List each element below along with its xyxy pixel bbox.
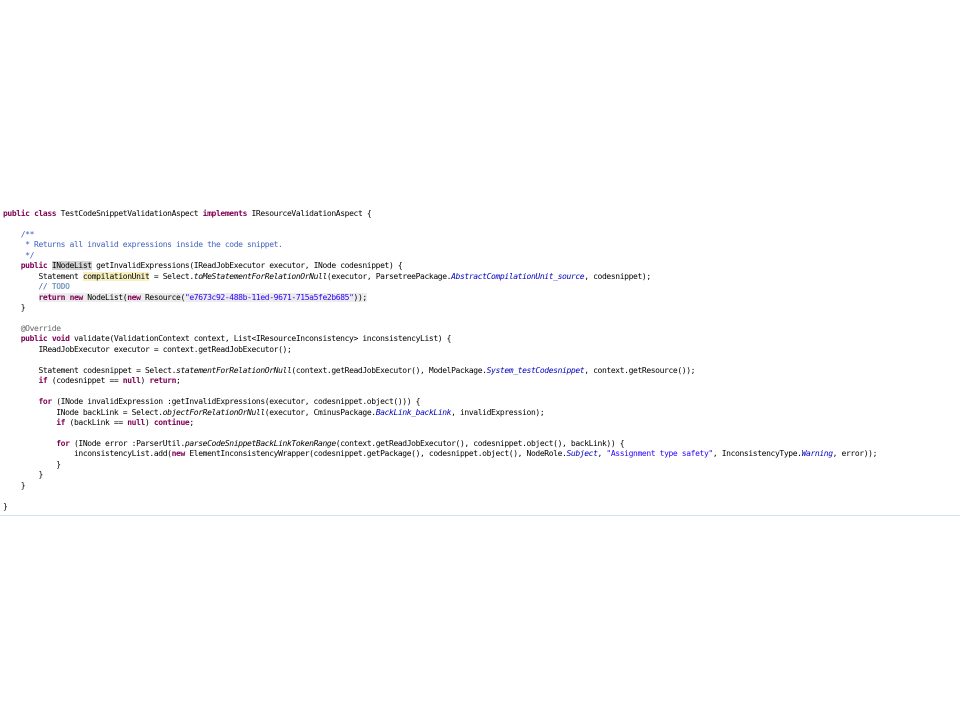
code-line-content xyxy=(56,439,624,448)
code-line xyxy=(3,240,283,250)
code-token: getInvalidExpressions(IReadJobExecutor executor, INode codesnippet) { xyxy=(91,261,403,271)
indent xyxy=(3,397,39,406)
indent xyxy=(3,376,39,385)
code-line-content xyxy=(21,481,25,490)
code-line-content xyxy=(21,303,25,312)
code-token: } xyxy=(20,480,26,490)
code-token: IReadJobExecutor executor = context.getReadJobExecutor(); xyxy=(38,344,292,354)
code-editor[interactable] xyxy=(0,207,960,516)
code-line-content xyxy=(21,261,403,270)
code-line-content xyxy=(74,449,877,458)
code-line xyxy=(3,449,877,459)
code-token: , xyxy=(597,449,607,459)
code-line xyxy=(3,209,371,219)
code-line xyxy=(3,261,402,271)
code-line xyxy=(3,345,291,355)
code-line xyxy=(3,251,34,261)
code-line xyxy=(3,502,7,512)
indent xyxy=(3,408,56,417)
code-token: INode backLink = Select. xyxy=(56,407,163,417)
code-token: class xyxy=(34,209,57,218)
indent xyxy=(3,251,21,260)
code-line-content xyxy=(3,502,7,511)
code-token: IResourceValidationAspect { xyxy=(247,209,372,218)
code-token: , invalidExpression); xyxy=(451,407,545,417)
indent xyxy=(3,481,21,490)
code-line-content xyxy=(3,209,371,218)
code-token: new xyxy=(171,449,185,459)
code-line-content xyxy=(56,418,194,427)
code-token: TODO xyxy=(51,282,70,292)
code-token: , codesnippet); xyxy=(584,271,651,281)
code-token: Statement xyxy=(38,271,83,281)
code-line-content xyxy=(21,230,34,239)
code-token: return xyxy=(38,292,66,302)
code-token: (codesnippet == xyxy=(47,376,123,386)
code-line xyxy=(3,334,451,344)
code-token: (context.getReadJobExecutor(), codesnippet.object(), backLink)) { xyxy=(335,438,625,448)
code-line-content xyxy=(39,470,43,479)
code-token: } xyxy=(20,303,26,313)
code-token: void xyxy=(51,334,70,344)
code-token: return xyxy=(149,376,177,386)
indent xyxy=(3,334,21,343)
indent xyxy=(3,230,21,239)
code-token: // xyxy=(38,282,52,292)
code-token: AbstractCompilationUnit_source xyxy=(451,271,585,281)
code-line xyxy=(3,272,651,282)
code-token: , InconsistencyType. xyxy=(712,449,802,459)
code-line xyxy=(3,376,180,386)
code-token: TestCodeSnippetValidationAspect xyxy=(56,209,203,218)
code-token: ) xyxy=(145,418,154,427)
code-line xyxy=(3,324,61,334)
code-token: parseCodeSnippetBackLinkTokenRange xyxy=(184,438,336,448)
code-token: (context.getReadJobExecutor(), ModelPackage. xyxy=(291,365,487,375)
code-line xyxy=(3,293,367,303)
indent xyxy=(3,261,21,270)
code-token: , context.getResource()); xyxy=(584,365,696,375)
code-line-content xyxy=(21,324,61,333)
code-token: ElementInconsistencyWrapper(codesnippet.getPackage(), codesnippet.object(), NodeRole. xyxy=(184,449,567,459)
code-token: (INode error :ParserUtil. xyxy=(69,438,185,448)
code-line xyxy=(3,397,420,407)
code-line-content xyxy=(39,366,696,375)
code-line xyxy=(3,470,43,480)
code-token: )); xyxy=(353,292,367,302)
code-token: null xyxy=(127,418,145,427)
code-token: , error)); xyxy=(832,449,878,459)
indent xyxy=(3,460,56,469)
code-token: public xyxy=(20,334,48,344)
code-line-content xyxy=(39,272,651,281)
code-token: inconsistencyList.add( xyxy=(73,449,172,459)
indent xyxy=(3,345,39,354)
code-line xyxy=(3,282,70,292)
indent xyxy=(3,293,39,302)
code-token: } xyxy=(3,501,8,511)
code-token: } xyxy=(56,459,61,469)
code-token: Statement codesnippet = Select. xyxy=(38,365,177,375)
code-token: validate(ValidationContext context, List<IResourceInconsistency> inconsistencyList) { xyxy=(69,334,452,344)
code-token: System_testCodesnippet xyxy=(486,365,585,375)
code-line-content xyxy=(21,334,451,343)
code-line xyxy=(3,408,544,418)
code-token: statementForRelationOrNull xyxy=(176,365,292,375)
code-token: toMeStatementForRelationOrNull xyxy=(193,271,327,281)
code-token: null xyxy=(122,376,141,386)
code-token: NodeList( xyxy=(82,292,128,302)
indent xyxy=(3,418,56,427)
code-token: (backLink == xyxy=(65,418,128,427)
code-token: Resource( xyxy=(140,292,185,302)
indent xyxy=(3,324,21,333)
code-token: @Override xyxy=(20,323,61,333)
code-token: (executor, CminusPackage. xyxy=(264,407,376,417)
code-line xyxy=(3,303,25,313)
indent xyxy=(3,303,21,312)
code-token: if xyxy=(56,418,66,427)
code-line xyxy=(3,418,194,428)
code-token: */ xyxy=(20,250,35,260)
indent xyxy=(3,439,56,448)
indent xyxy=(3,282,39,291)
code-line-content xyxy=(39,376,181,385)
code-token: INodeList xyxy=(51,261,92,271)
code-line-content xyxy=(39,282,70,291)
code-line-content xyxy=(39,345,292,354)
code-token: implements xyxy=(202,209,248,218)
code-line-content xyxy=(21,251,34,260)
code-token: * Returns all invalid expressions inside the code snippet. xyxy=(20,240,283,250)
code-token: /** xyxy=(20,229,35,239)
code-line xyxy=(3,439,624,449)
code-token: (INode invalidExpression :getInvalidExpressions(executor, codesnippet.object())) { xyxy=(51,397,421,407)
code-token: compilationUnit xyxy=(82,271,150,281)
code-line xyxy=(3,230,34,240)
indent xyxy=(3,449,74,458)
code-line-content xyxy=(39,293,367,302)
code-token: public xyxy=(20,261,48,271)
code-token: "Assignment type safety" xyxy=(606,449,713,459)
code-token: "e7673c92-488b-11ed-9671-715a5fe2b685" xyxy=(184,292,354,302)
indent xyxy=(3,470,39,479)
code-token: Subject xyxy=(566,449,598,459)
code-line-content xyxy=(39,397,421,406)
code-token: objectForRelationOrNull xyxy=(162,407,265,417)
code-token: continue xyxy=(153,418,190,427)
code-line-content xyxy=(21,240,283,249)
code-token: Warning xyxy=(801,449,833,459)
code-line-content xyxy=(56,408,544,417)
code-token: ; xyxy=(176,376,181,386)
code-line xyxy=(3,366,695,376)
code-line-content xyxy=(56,460,60,469)
code-token: new xyxy=(127,292,141,302)
code-token: } xyxy=(38,470,43,480)
code-token: for xyxy=(56,438,70,448)
indent xyxy=(3,240,21,249)
code-token: (executor, ParsetreePackage. xyxy=(326,271,452,281)
indent xyxy=(3,272,39,281)
code-token: ; xyxy=(189,418,194,427)
code-line xyxy=(3,481,25,491)
code-token: BackLink_backLink xyxy=(375,407,452,417)
code-token: ) xyxy=(140,376,150,386)
code-token: new xyxy=(69,292,83,302)
code-line xyxy=(3,460,61,470)
code-token: for xyxy=(38,397,52,407)
code-token: = Select. xyxy=(149,271,194,281)
indent xyxy=(3,366,39,375)
code-token: public xyxy=(3,209,30,218)
code-token: if xyxy=(38,376,48,386)
